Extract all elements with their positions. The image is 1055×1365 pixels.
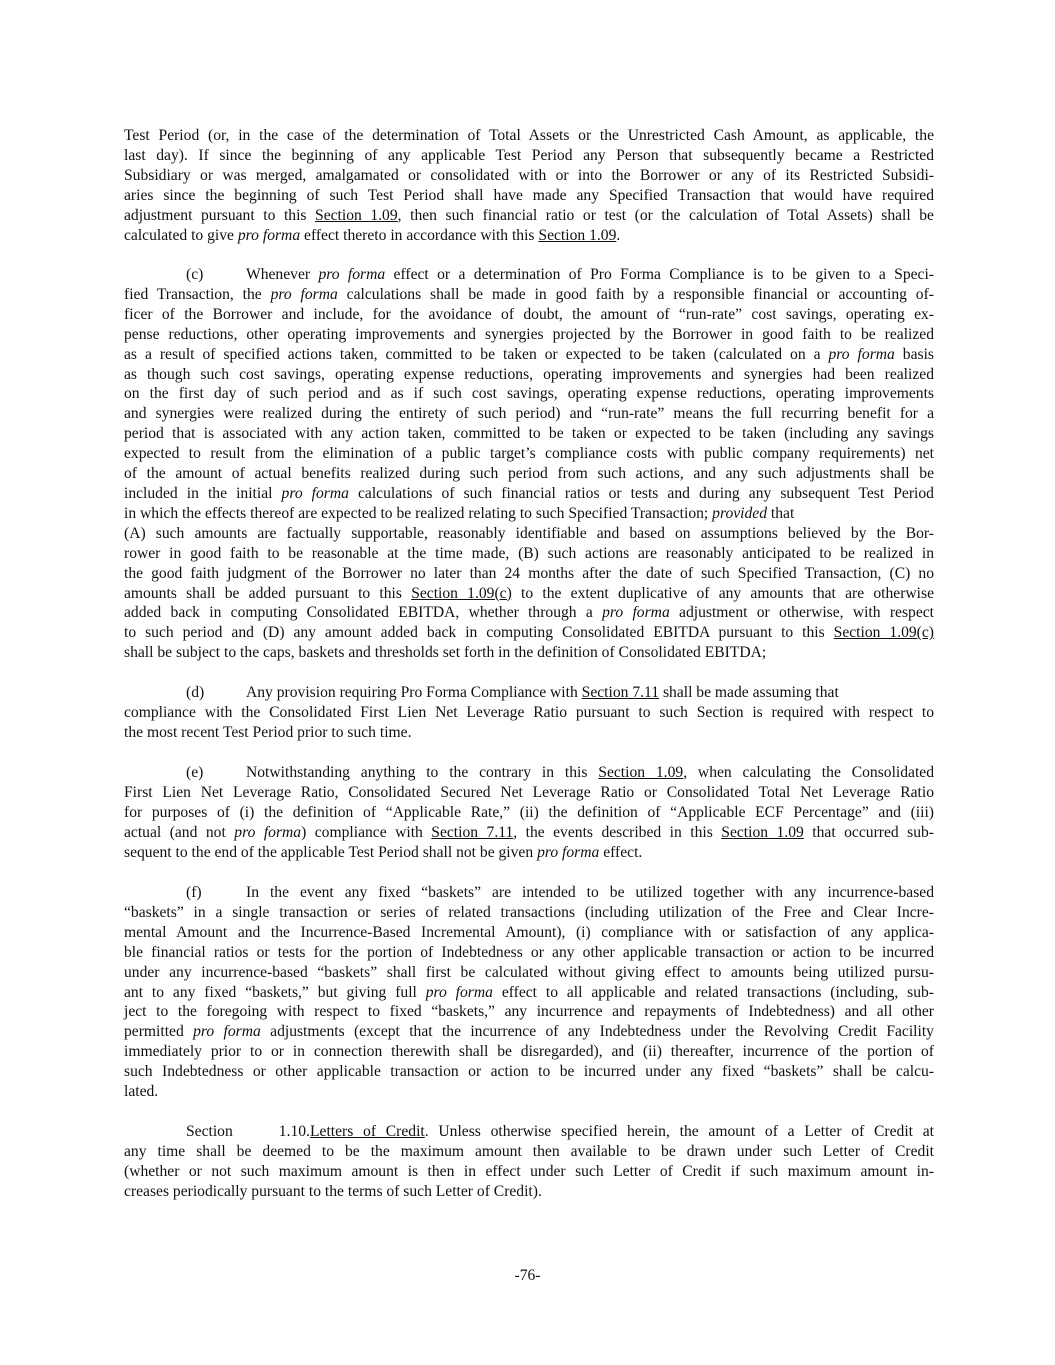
paragraph-c: (c) Whenever pro forma effect or a determination of Pro Forma Compliance is to be given to a Speci- fied Transaction, the pro forma calculations shall be made in good faith by a responsible financial or accounting of- ficer of the Borrower and include, for the avoidance of doubt, the amount of “run-rate” cost savings, operating ex- pense reductions, other operating improvements and synergies projected by the Borrower in good faith to be realized as a result of specified actions taken, committed to be taken or expected to be taken (calculated on a pro forma basis as though such cost savings, operating expense reductions, operating improvements and synergies had been realized on the first day of such period and as if such cost savings, operating expense reductions, operating improvements and synergies were realized during the entirety of such period) and “run-rate” means the full recurring benefit for a period that is associated with any action taken, committed to be taken or expected to be taken (including any savings expected to result from the elimination of a public target’s compliance costs with public company requirements) net of the amount of actual benefits realized during such period from such actions, and any such adjustments shall be included in the initial pro forma calculations of such financial ratios or tests and during any subsequent Test Period in which the effects thereof are expected to be realized relating to such Specified Transaction; provided that (A) such amounts are factually supportable, reasonably identifiable and based on assumptions believed by the Bor- rower in good faith to be reasonable at the time made, (B) such actions are reasonably anticipated to be realized in the good faith judgment of the Borrower no later than 24 months after the date of such Specified Transaction, (C) no amounts shall be added pursuant to this Section 1.09(c) to the extent duplicative of any amounts that are otherwise added back in computing Consolidated EBITDA, whether through a pro forma adjustment or otherwise, with respect to such period and (D) any amount added back in computing Consolidated EBITDA pursuant to this Section 1.09(c) shall be subject to the caps, baskets and thresholds set forth in the definition of Consolidated EBITDA; — [124, 266, 935, 662]
paragraph-label: (d) — [186, 684, 205, 701]
section-reference: Section 1.09(c) — [833, 624, 934, 642]
section-reference: Section 1.09(c) — [411, 584, 512, 602]
section-reference: Section 1.09 — [721, 823, 804, 841]
section-title: Letters of Credit — [310, 1123, 425, 1140]
paragraph-label: (c) — [186, 266, 204, 283]
paragraph-label: (f) — [186, 884, 202, 901]
section-reference: Section 1.09 — [538, 226, 617, 244]
section-reference: Section 7.11 — [581, 684, 660, 701]
section-reference: Section 7.11 — [431, 823, 514, 841]
page-number: -76- — [514, 1267, 541, 1284]
paragraph-d: (d) Any provision requiring Pro Forma Compliance with Section 7.11 shall be made assuming that compliance with the Consolidated First Lien Net Leverage Ratio pursuant to such Section is required with respect to the most recent Test Period prior to such time. — [124, 684, 934, 741]
section-number: Section 1.10. — [186, 1123, 310, 1140]
paragraph-test-period-continuation: Test Period (or, in the case of the determination of Total Assets or the Unrestricted Cash Amount, as applicable, the last day). If since the beginning of any applicable Test Period any Person that subsequently became a Restricted Subsidiary or was merged, amalgamated or consolidated with or into the Borrower or any of its Restricted Subsidi- aries since the beginning of such Test Period shall have made any Specified Transaction that would have required adjustment pursuant to this Section 1.09, then such financial ratio or test (or the calculation of Total Assets) shall be calculated to give pro forma effect thereto in accordance with this Section 1.09. — [124, 127, 934, 244]
section-reference: Section 1.09 — [598, 764, 684, 781]
paragraph-e: (e) Notwithstanding anything to the contrary in this Section 1.09, when calculating the Consolidated First Lien Net Leverage Ratio, Consolidated Secured Net Leverage Ratio or Consolidated Total Net Leverage Ratio for purposes of (i) the definition of “Applicable Rate,” (ii) the definition of “Applicable ECF Percentage” and (iii) actual (and not pro forma) compliance with Section 7.11, the events described in this Section 1.09 that occurred sub- sequent to the end of the applicable Test Period shall not be given pro forma effect. — [124, 764, 935, 861]
paragraph-label: (e) — [186, 764, 204, 781]
section-1-10: Section 1.10.Letters of Credit. Unless otherwise specified herein, the amount of a Letter of Credit at any time shall be deemed to be the maximum amount then available to be drawn under such Letter of Credit (whether or not such maximum amount is then in effect under such Letter of Credit if such maximum amount in- creases periodically pursuant to the terms of such Letter of Credit). — [124, 1123, 935, 1200]
paragraph-f: (f) In the event any fixed “baskets” are intended to be utilized together with any incurrence-based “baskets” in a single transaction or series of related transactions (including utilization of the Free and Clear Incre- mental Amount and the Incurrence-Based Incremental Amount), (i) compliance with or satisfaction of any applica- ble financial ratios or tests for the portion of Indebtedness or any other applicable transaction or action to be incurred under any incurrence-based “baskets” shall first be calculated without giving effect to amounts being utilized pursu- ant to any fixed “baskets,” but giving full pro forma effect to all applicable and related transactions (including, sub- ject to the foregoing with respect to fixed “baskets,” any incurrence and repayments of Indebtedness) and all other permitted pro forma adjustments (except that the incurrence of any Indebtedness under the Revolving Credit Facility immediately prior to or in connection therewith shall be disregarded), and (ii) thereafter, incurrence of the portion of such Indebtedness or other applicable transaction or action to be incurred under any fixed “baskets” shall be calcu- lated. — [124, 884, 934, 1101]
section-reference: Section 1.09 — [315, 206, 398, 224]
